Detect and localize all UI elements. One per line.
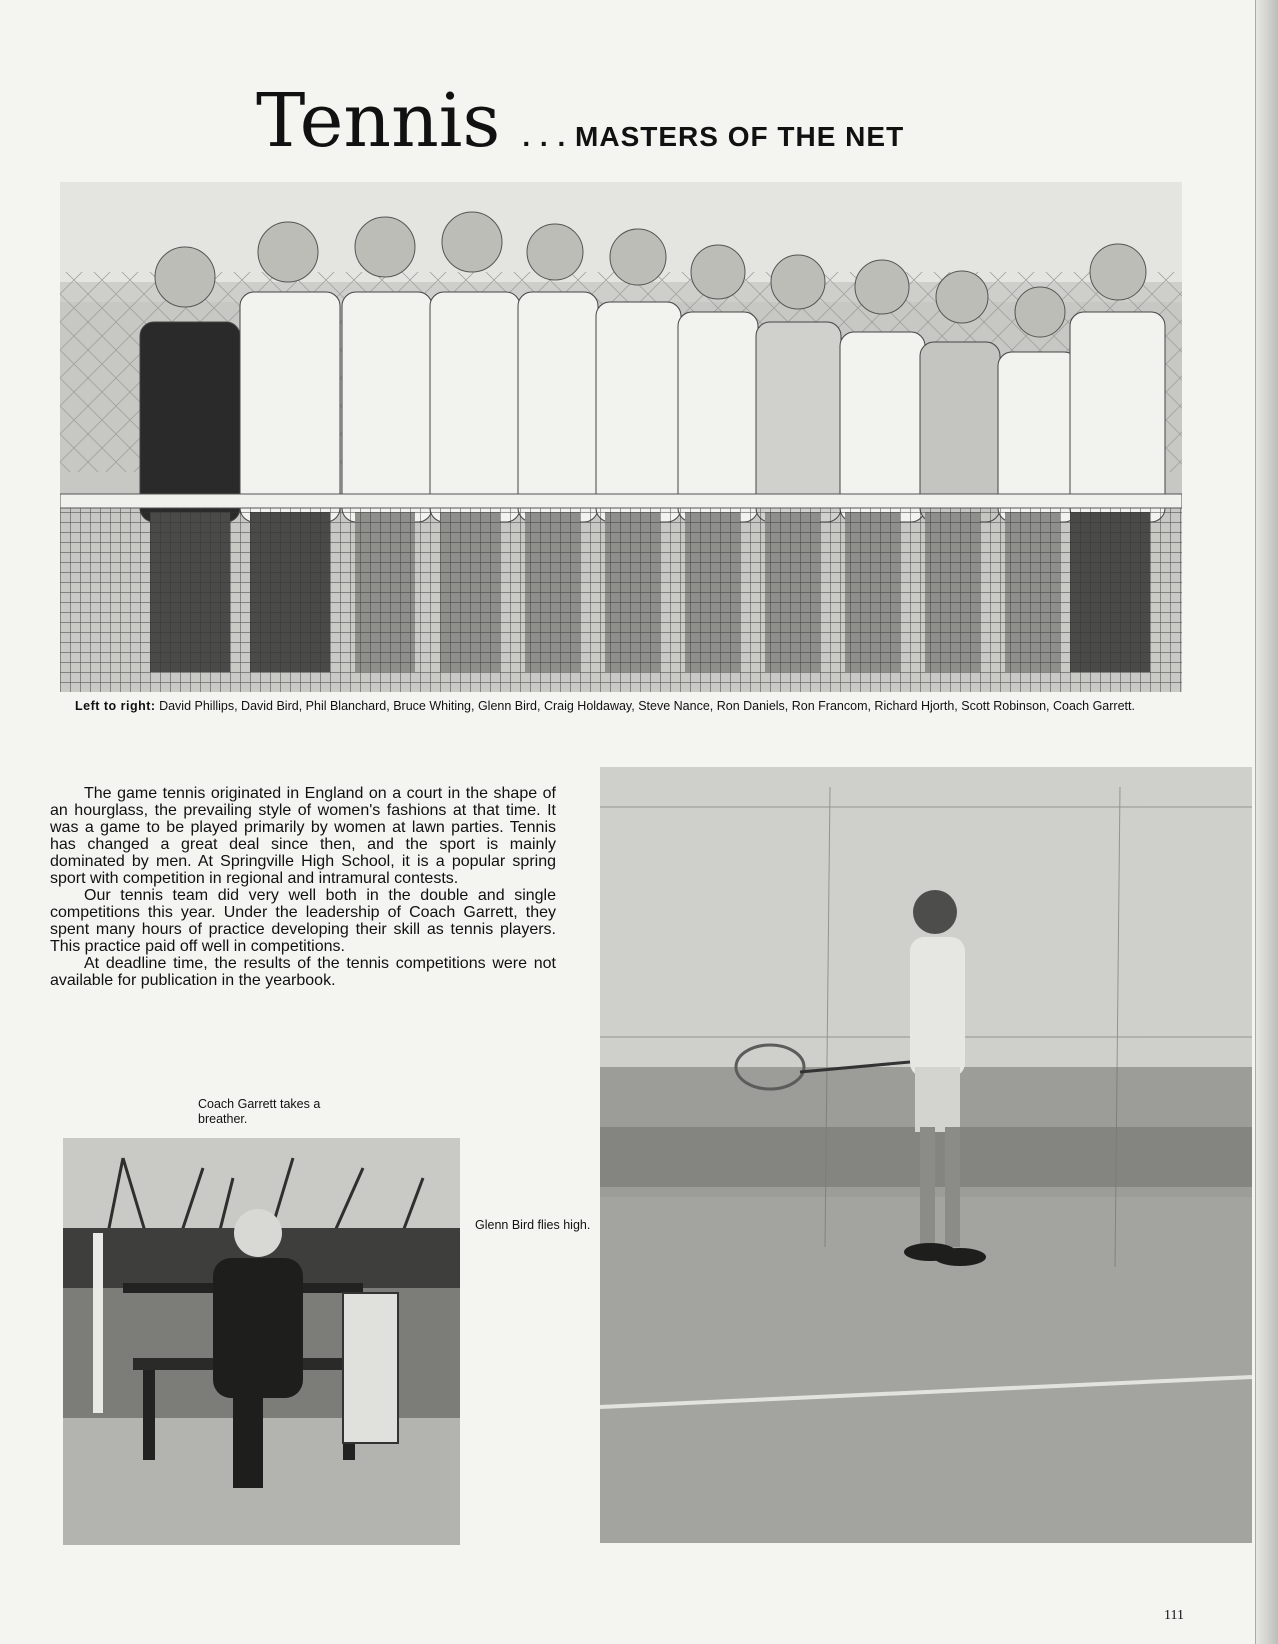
page-edge: [1255, 0, 1278, 1644]
jump-photo-caption: Glenn Bird flies high.: [475, 1218, 591, 1232]
page-number: 111: [1164, 1608, 1184, 1623]
page-heading: [256, 78, 904, 164]
coach-photo-caption: Coach Garrett takes a breather.: [198, 1097, 321, 1126]
article-paragraph: The game tennis originated in England on a court in the shape of an hourglass, the prevailing style of women's fashions at that time. It was a game to be played primarily by women at lawn parties. Tennis has changed a great deal since then, and the sport is mainly dominated by men. At Springville High School, it is a popular spring sport with competition in regional and intramural contests.: [50, 785, 556, 887]
coach-photo-image: [63, 1138, 460, 1545]
coach-photo: [63, 1138, 460, 1545]
jump-photo-image: [600, 767, 1252, 1543]
team-caption-lead: Left to right:: [75, 699, 156, 713]
page-title: Tennis: [256, 78, 501, 164]
article-paragraph: At deadline time, the results of the tennis competitions were not available for publication in the yearbook.: [50, 955, 556, 989]
team-caption-names: David Phillips, David Bird, Phil Blanchard, Bruce Whiting, Glenn Bird, Craig Holdaway, Steve Nance, Ron Daniels, Ron Francom, Richard Hjorth, Scott Robinson, Coach Garrett.: [155, 699, 1135, 713]
article-body: [50, 785, 556, 989]
team-photo: [60, 182, 1182, 692]
jump-photo: [600, 767, 1252, 1543]
team-photo-image: [60, 182, 1182, 692]
article-paragraph: Our tennis team did very well both in the double and single competitions this year. Under the leadership of Coach Garrett, they spent many hours of practice developing their skill as tennis players. This practice paid off well in competitions.: [50, 887, 556, 955]
page-subtitle: . . . MASTERS OF THE NET: [522, 121, 905, 152]
team-photo-caption: [75, 699, 1175, 714]
